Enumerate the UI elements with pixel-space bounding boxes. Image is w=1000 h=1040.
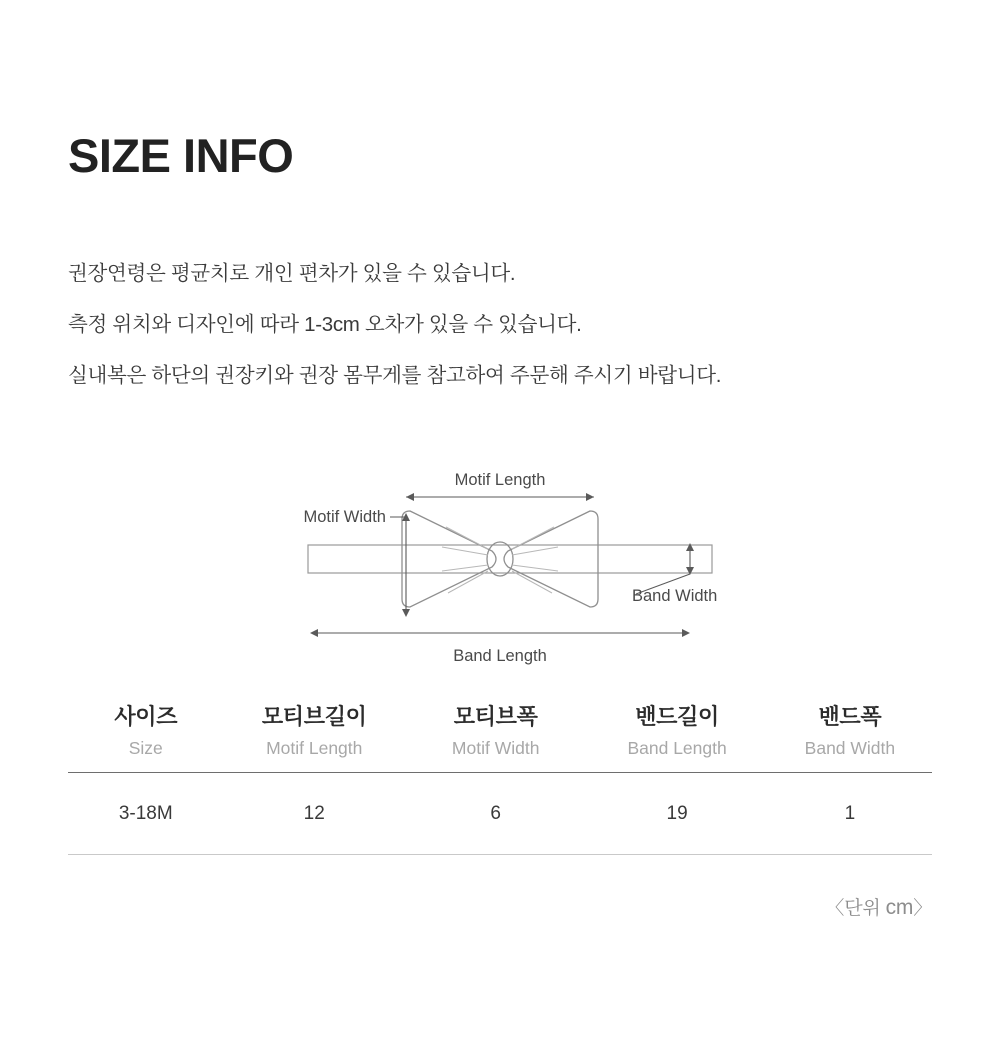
motif-width-arrowhead-bottom [402,609,410,617]
size-table-body [68,773,932,855]
cell-size: 3-18M [118,803,173,824]
band-width-label: Band Width [632,587,718,605]
unit-note-suffix: 〉 [913,898,932,919]
band-width-arrowhead-top [686,543,694,551]
column-header-band-length [586,700,767,773]
motif-width-label: Motif Width [303,508,386,526]
bow-pleats-left [442,527,488,593]
column-header-size [68,700,224,773]
bow-tie-measurement-diagram [260,455,760,675]
column-header-motif-length-kr: 모티브길이 [261,704,367,729]
column-header-band-length-en: Band Length [627,738,727,758]
unit-note-value: cm [885,896,914,919]
unit-note [825,893,932,920]
column-header-motif-width [405,700,586,773]
note-line-2: 측정 위치와 디자인에 따라 1-3cm 오차가 있을 수 있습니다. [68,313,582,336]
cell-motif-width: 6 [490,803,501,824]
cell-band-width: 1 [844,803,856,824]
column-header-size-en: Size [128,738,163,758]
size-table-wrapper [68,700,932,855]
band-length-arrowhead-right [682,629,690,637]
column-header-size-kr: 사이즈 [114,704,178,729]
column-header-band-width-kr: 밴드폭 [818,704,882,729]
column-header-motif-width-kr: 모티브폭 [453,704,538,729]
table-header-row [68,700,932,773]
size-table-head [68,700,932,773]
column-header-band-width [768,700,932,773]
note-line-3: 실내복은 하단의 권장키와 권장 몸무게를 참고하여 주문해 주시기 바랍니다. [68,364,722,387]
bow-pleats-right [512,527,558,593]
motif-length-arrowhead-left [406,493,414,501]
band-length-label: Band Length [453,647,547,665]
notes-block [68,248,928,401]
cell-motif-length: 12 [303,803,325,824]
cell-band-length: 19 [666,803,688,824]
bow-knot [487,542,513,576]
column-header-motif-width-en: Motif Width [451,738,540,758]
table-row [68,773,932,855]
band-width-arrowhead-bottom [686,567,694,575]
note-line-1: 권장연령은 평균치로 개인 편차가 있을 수 있습니다. [68,262,516,285]
column-header-motif-length-en: Motif Length [266,738,363,758]
page-title: SIZE INFO [68,129,294,182]
column-header-band-length-kr: 밴드길이 [635,704,720,729]
column-header-motif-length [224,700,405,773]
size-table [68,700,932,855]
band-length-arrowhead-left [310,629,318,637]
unit-note-prefix: 〈단위 [825,898,886,919]
motif-length-label: Motif Length [454,471,546,489]
motif-length-arrowhead-right [586,493,594,501]
column-header-band-width-en: Band Width [804,738,896,758]
